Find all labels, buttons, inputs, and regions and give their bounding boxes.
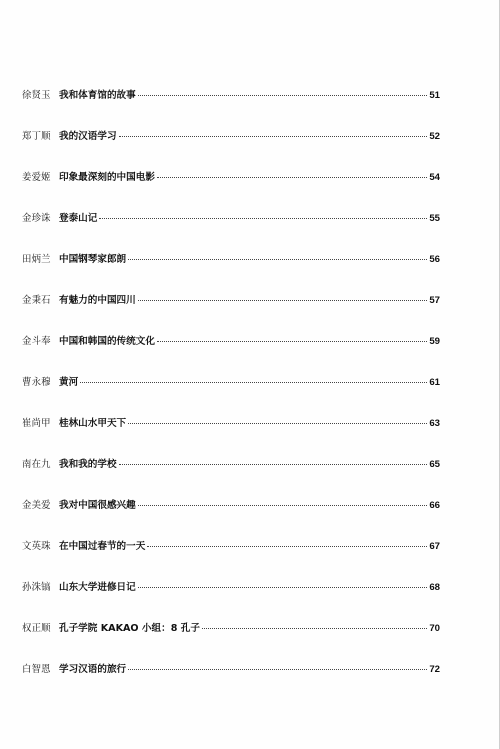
dot-leader	[138, 95, 428, 96]
toc-entry	[22, 456, 440, 497]
toc-title: 山东大学进修日记	[59, 582, 136, 593]
toc-page-number: 68	[429, 582, 440, 593]
toc-author: 金美爱	[22, 500, 51, 511]
toc-author: 权正顺	[22, 623, 51, 634]
toc-author: 田炳兰	[22, 254, 51, 265]
toc-page-number: 70	[429, 623, 440, 634]
toc-author: 南在九	[22, 459, 51, 470]
toc-page-number: 57	[429, 295, 440, 306]
toc-page-number: 54	[429, 172, 440, 183]
toc-entry	[22, 251, 440, 292]
dot-leader	[138, 587, 428, 588]
toc-page-number: 63	[429, 418, 440, 429]
toc-title: 登泰山记	[59, 213, 98, 224]
toc-title: 桂林山水甲天下	[59, 418, 127, 429]
toc-page-number: 65	[429, 459, 440, 470]
toc-page-number: 66	[429, 500, 440, 511]
toc-title: 我和体育馆的故事	[59, 90, 136, 101]
toc-title: 黄河	[59, 377, 79, 388]
toc-entry	[22, 210, 440, 251]
toc-entry	[22, 292, 440, 333]
dot-leader	[80, 382, 427, 383]
toc-author: 徐贤玉	[22, 90, 51, 101]
toc-entry	[22, 661, 440, 702]
dot-leader	[202, 628, 427, 629]
dot-leader	[157, 177, 427, 178]
toc-entry	[22, 128, 440, 169]
toc-page-number: 52	[429, 131, 440, 142]
dot-leader	[119, 464, 428, 465]
dot-leader	[128, 259, 427, 260]
toc-author: 金斗奉	[22, 336, 51, 347]
toc-page-number: 56	[429, 254, 440, 265]
dot-leader	[128, 669, 427, 670]
toc-entry	[22, 169, 440, 210]
toc-author: 曹永穆	[22, 377, 51, 388]
toc-author: 金秉石	[22, 295, 51, 306]
toc-entry	[22, 579, 440, 620]
toc-title: 中国和韩国的传统文化	[59, 336, 155, 347]
toc-entry	[22, 87, 440, 128]
toc-author: 郑丁顺	[22, 131, 51, 142]
toc-page-number: 67	[429, 541, 440, 552]
toc-page-number: 72	[429, 664, 440, 675]
toc-page-number: 59	[429, 336, 440, 347]
toc-title: 我和我的学校	[59, 459, 117, 470]
toc-entry	[22, 374, 440, 415]
toc-title: 在中国过春节的一天	[59, 541, 146, 552]
dot-leader	[157, 341, 427, 342]
toc-author: 白智恩	[22, 664, 51, 675]
dot-leader	[119, 136, 428, 137]
toc-entry	[22, 538, 440, 579]
toc-page-number: 51	[429, 90, 440, 101]
toc-title: 我对中国很感兴趣	[59, 500, 136, 511]
dot-leader	[99, 218, 427, 219]
toc-title: 我的汉语学习	[59, 131, 117, 142]
dot-leader	[138, 505, 428, 506]
dot-leader	[147, 546, 427, 547]
toc-title: 印象最深刻的中国电影	[59, 172, 155, 183]
toc-entry	[22, 620, 440, 661]
toc-author: 金珍诛	[22, 213, 51, 224]
dot-leader	[128, 423, 427, 424]
toc-author: 孙洙镐	[22, 582, 51, 593]
toc-author: 文英珠	[22, 541, 51, 552]
toc-title: 有魅力的中国四川	[59, 295, 136, 306]
toc-entry	[22, 497, 440, 538]
toc-title: 孔子学院 KAKAO 小组：8 孔子	[59, 623, 200, 634]
toc-author: 崔尚甲	[22, 418, 51, 429]
table-of-contents	[22, 87, 440, 702]
toc-entry	[22, 333, 440, 374]
toc-author: 姜爱姬	[22, 172, 51, 183]
toc-title: 学习汉语的旅行	[59, 664, 127, 675]
toc-page-number: 55	[429, 213, 440, 224]
toc-page-number: 61	[429, 377, 440, 388]
dot-leader	[138, 300, 428, 301]
toc-title: 中国钢琴家郎朗	[59, 254, 127, 265]
toc-entry	[22, 415, 440, 456]
